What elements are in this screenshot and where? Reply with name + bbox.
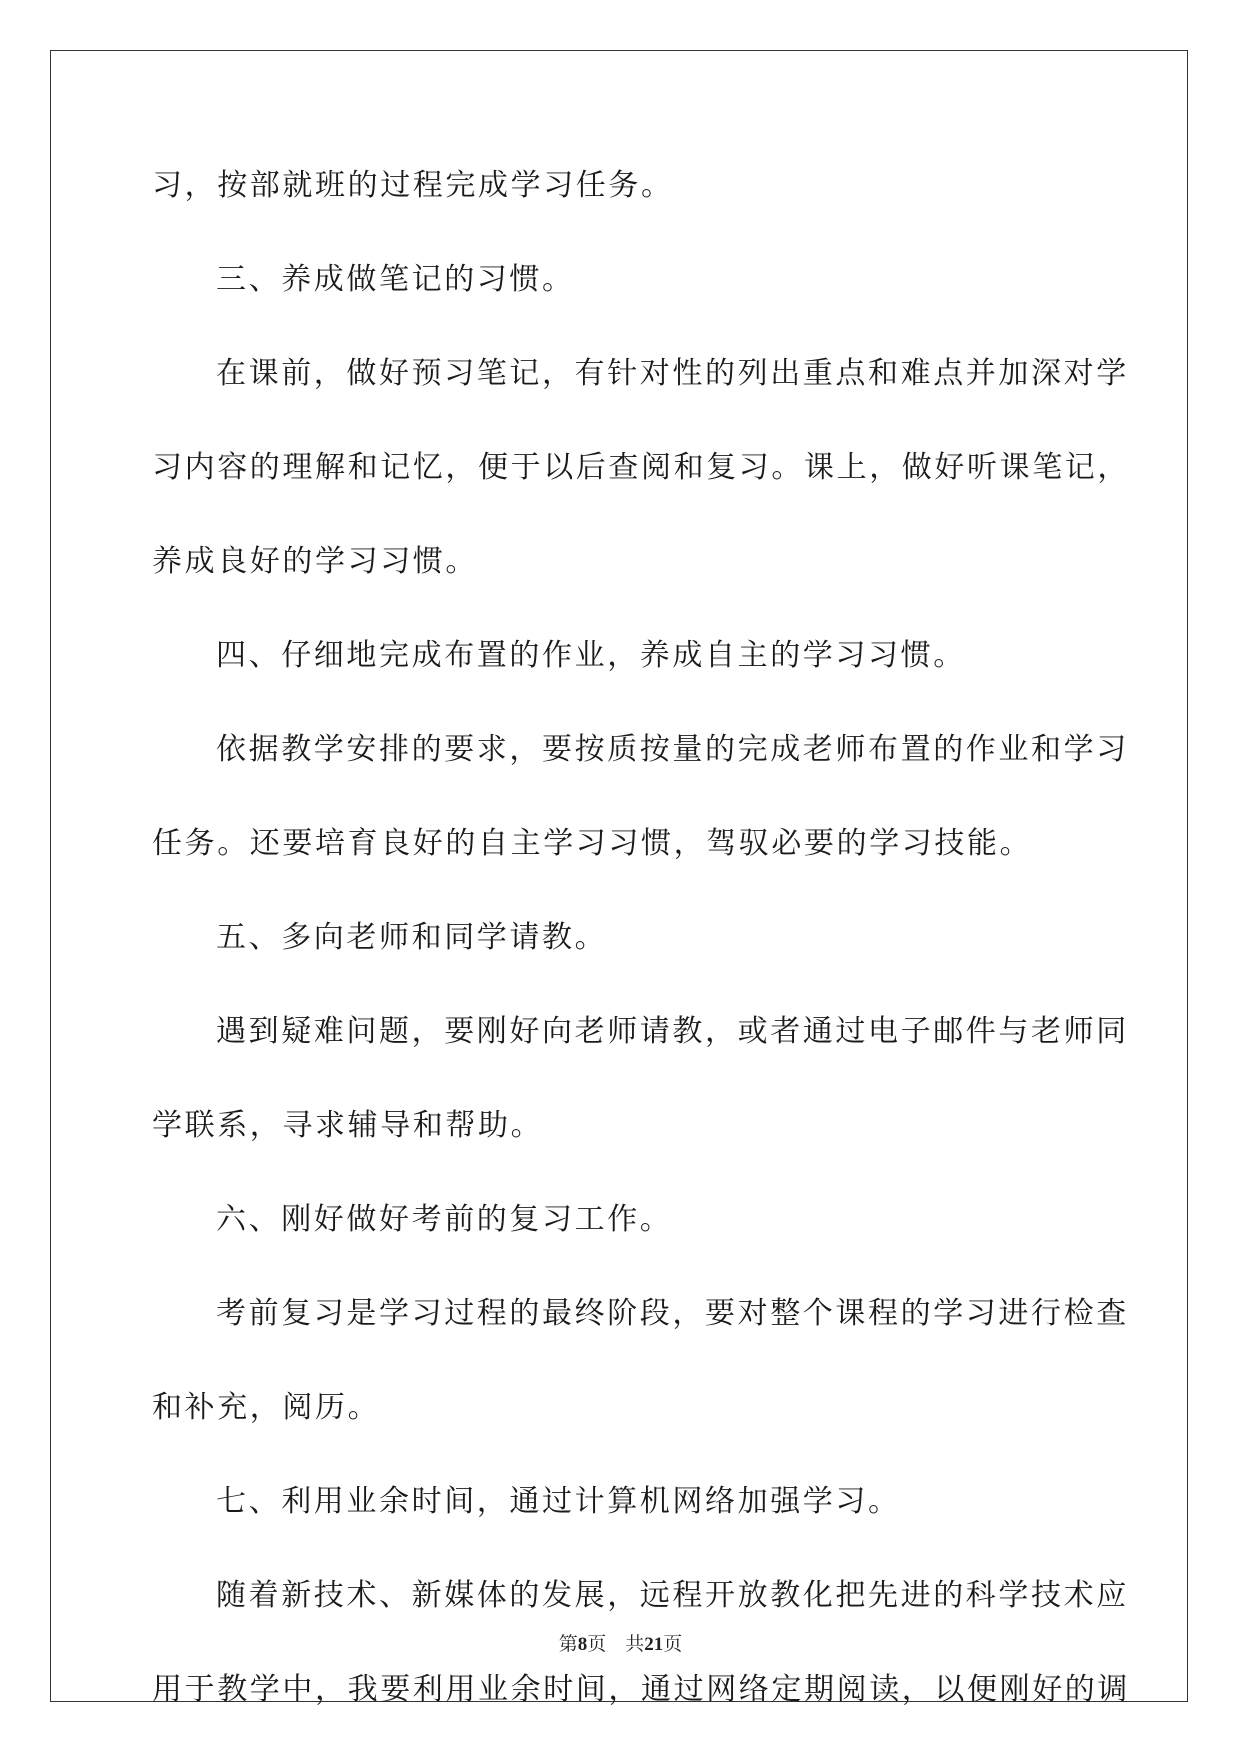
text-line: 在课前，做好预习笔记，有针对性的列出重点和难点并加深对学 [216, 356, 1129, 391]
current-page-number: 8 [577, 1634, 588, 1655]
text-line: 用于教学中，我要利用业余时间，通过网络定期阅读，以便刚好的调 [152, 1672, 1130, 1707]
section-heading: 六、刚好做好考前的复习工作。 [216, 1202, 673, 1237]
text-line: 遇到疑难问题，要刚好向老师请教，或者通过电子邮件与老师同 [216, 1014, 1129, 1049]
footer-suffix: 页 [663, 1633, 683, 1655]
text-line: 习内容的理解和记忆，便于以后查阅和复习。课上，做好听课笔记， [152, 450, 1130, 485]
section-heading: 四、仔细地完成布置的作业，养成自主的学习习惯。 [216, 638, 966, 673]
footer-middle: 页 共 [587, 1633, 645, 1655]
text-line: 和补充，阅历。 [152, 1390, 381, 1425]
text-line: 考前复习是学习过程的最终阶段，要对整个课程的学习进行检查 [216, 1296, 1129, 1331]
page-footer [0, 1632, 1241, 1657]
text-line: 随着新技术、新媒体的发展，远程开放教化把先进的科学技术应 [216, 1578, 1129, 1613]
section-heading: 三、养成做笔记的习惯。 [216, 262, 575, 297]
text-line: 养成良好的学习习惯。 [152, 544, 478, 579]
text-line: 任务。还要培育良好的自主学习习惯，驾驭必要的学习技能。 [152, 826, 1033, 861]
section-heading: 五、多向老师和同学请教。 [216, 920, 608, 955]
text-line: 学联系，寻求辅导和帮助。 [152, 1108, 544, 1143]
footer-prefix: 第 [558, 1633, 578, 1655]
total-page-count: 21 [644, 1634, 664, 1655]
section-heading: 七、利用业余时间，通过计算机网络加强学习。 [216, 1484, 901, 1519]
text-line: 习，按部就班的过程完成学习任务。 [152, 168, 674, 203]
text-line: 依据教学安排的要求，要按质按量的完成老师布置的作业和学习 [216, 732, 1129, 767]
